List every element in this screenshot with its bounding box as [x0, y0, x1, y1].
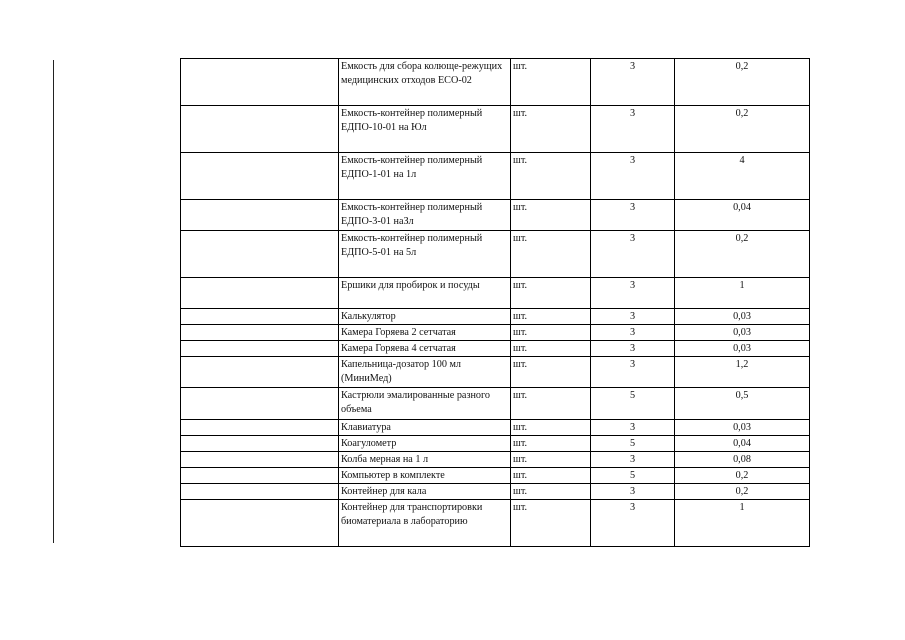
item-unit: шт.: [511, 452, 591, 468]
item-unit: шт.: [511, 484, 591, 500]
item-name: Кастрюли эмалированные разного объема: [339, 388, 511, 420]
item-unit: шт.: [511, 153, 591, 200]
blank-cell: [181, 484, 339, 500]
item-qty: 3: [591, 200, 675, 231]
item-name: Емкость-контейнер полимерный ЕДПО-3-01 наЗл: [339, 200, 511, 231]
table-row: [181, 309, 810, 325]
blank-cell: [181, 468, 339, 484]
item-value: 0,2: [675, 106, 810, 153]
item-unit: шт.: [511, 309, 591, 325]
item-qty: 3: [591, 325, 675, 341]
item-name: Компьютер в комплекте: [339, 468, 511, 484]
table-row: [181, 420, 810, 436]
item-qty: 3: [591, 420, 675, 436]
blank-cell: [181, 106, 339, 153]
item-unit: шт.: [511, 468, 591, 484]
table-row: [181, 357, 810, 388]
item-name: Емкость для сбора колюще-режущих медицинских отходов ЕСО-02: [339, 59, 511, 106]
blank-cell: [181, 341, 339, 357]
table-row: [181, 231, 810, 278]
item-unit: шт.: [511, 200, 591, 231]
table-row: [181, 452, 810, 468]
item-value: 0,2: [675, 231, 810, 278]
table-row: [181, 200, 810, 231]
item-value: 0,03: [675, 325, 810, 341]
item-value: 0,5: [675, 388, 810, 420]
item-unit: шт.: [511, 341, 591, 357]
blank-cell: [181, 59, 339, 106]
item-qty: 3: [591, 341, 675, 357]
table-row: [181, 106, 810, 153]
item-qty: 3: [591, 484, 675, 500]
blank-cell: [181, 500, 339, 547]
item-unit: шт.: [511, 357, 591, 388]
table-row: [181, 484, 810, 500]
item-name: Капельница-дозатор 100 мл (МиниМед): [339, 357, 511, 388]
table-row: [181, 278, 810, 309]
blank-cell: [181, 388, 339, 420]
item-value: 0,03: [675, 341, 810, 357]
item-qty: 5: [591, 388, 675, 420]
table-row: [181, 468, 810, 484]
item-value: 0,2: [675, 484, 810, 500]
item-unit: шт.: [511, 231, 591, 278]
item-qty: 3: [591, 59, 675, 106]
table-row: [181, 341, 810, 357]
item-unit: шт.: [511, 420, 591, 436]
item-unit: шт.: [511, 278, 591, 309]
blank-cell: [181, 278, 339, 309]
item-name: Колба мерная на 1 л: [339, 452, 511, 468]
item-value: 0,2: [675, 59, 810, 106]
table-row: [181, 500, 810, 547]
item-qty: 3: [591, 231, 675, 278]
item-value: 1,2: [675, 357, 810, 388]
blank-cell: [181, 420, 339, 436]
item-name: Калькулятор: [339, 309, 511, 325]
item-name: Емкость-контейнер полимерный ЕДПО-5-01 на 5л: [339, 231, 511, 278]
equipment-table: [180, 58, 810, 547]
item-name: Клавиатура: [339, 420, 511, 436]
item-name: Коагулометр: [339, 436, 511, 452]
table-row: [181, 388, 810, 420]
item-qty: 3: [591, 278, 675, 309]
item-unit: шт.: [511, 436, 591, 452]
table-row: [181, 325, 810, 341]
table-row: [181, 59, 810, 106]
item-value: 0,03: [675, 420, 810, 436]
item-unit: шт.: [511, 106, 591, 153]
page-margin-line: [53, 60, 54, 543]
blank-cell: [181, 325, 339, 341]
item-unit: шт.: [511, 500, 591, 547]
blank-cell: [181, 200, 339, 231]
item-value: 0,03: [675, 309, 810, 325]
item-qty: 5: [591, 468, 675, 484]
item-value: 4: [675, 153, 810, 200]
table-row: [181, 153, 810, 200]
item-name: Камера Горяева 4 сетчатая: [339, 341, 511, 357]
item-value: 0,2: [675, 468, 810, 484]
item-unit: шт.: [511, 325, 591, 341]
item-value: 0,04: [675, 436, 810, 452]
item-qty: 3: [591, 153, 675, 200]
table-row: [181, 436, 810, 452]
item-name: Емкость-контейнер полимерный ЕДПО-10-01 на Юл: [339, 106, 511, 153]
item-qty: 3: [591, 357, 675, 388]
item-unit: шт.: [511, 388, 591, 420]
blank-cell: [181, 153, 339, 200]
blank-cell: [181, 309, 339, 325]
item-name: Контейнер для транспортировки биоматериала в лабораторию: [339, 500, 511, 547]
item-value: 0,08: [675, 452, 810, 468]
item-name: Емкость-контейнер полимерный ЕДПО-1-01 на 1л: [339, 153, 511, 200]
item-name: Камера Горяева 2 сетчатая: [339, 325, 511, 341]
item-unit: шт.: [511, 59, 591, 106]
item-value: 1: [675, 500, 810, 547]
item-qty: 3: [591, 309, 675, 325]
item-qty: 3: [591, 452, 675, 468]
item-qty: 3: [591, 500, 675, 547]
item-name: Ершики для пробирок и посуды: [339, 278, 511, 309]
blank-cell: [181, 436, 339, 452]
item-qty: 3: [591, 106, 675, 153]
item-value: 1: [675, 278, 810, 309]
item-value: 0,04: [675, 200, 810, 231]
item-name: Контейнер для кала: [339, 484, 511, 500]
blank-cell: [181, 452, 339, 468]
item-qty: 5: [591, 436, 675, 452]
blank-cell: [181, 357, 339, 388]
blank-cell: [181, 231, 339, 278]
